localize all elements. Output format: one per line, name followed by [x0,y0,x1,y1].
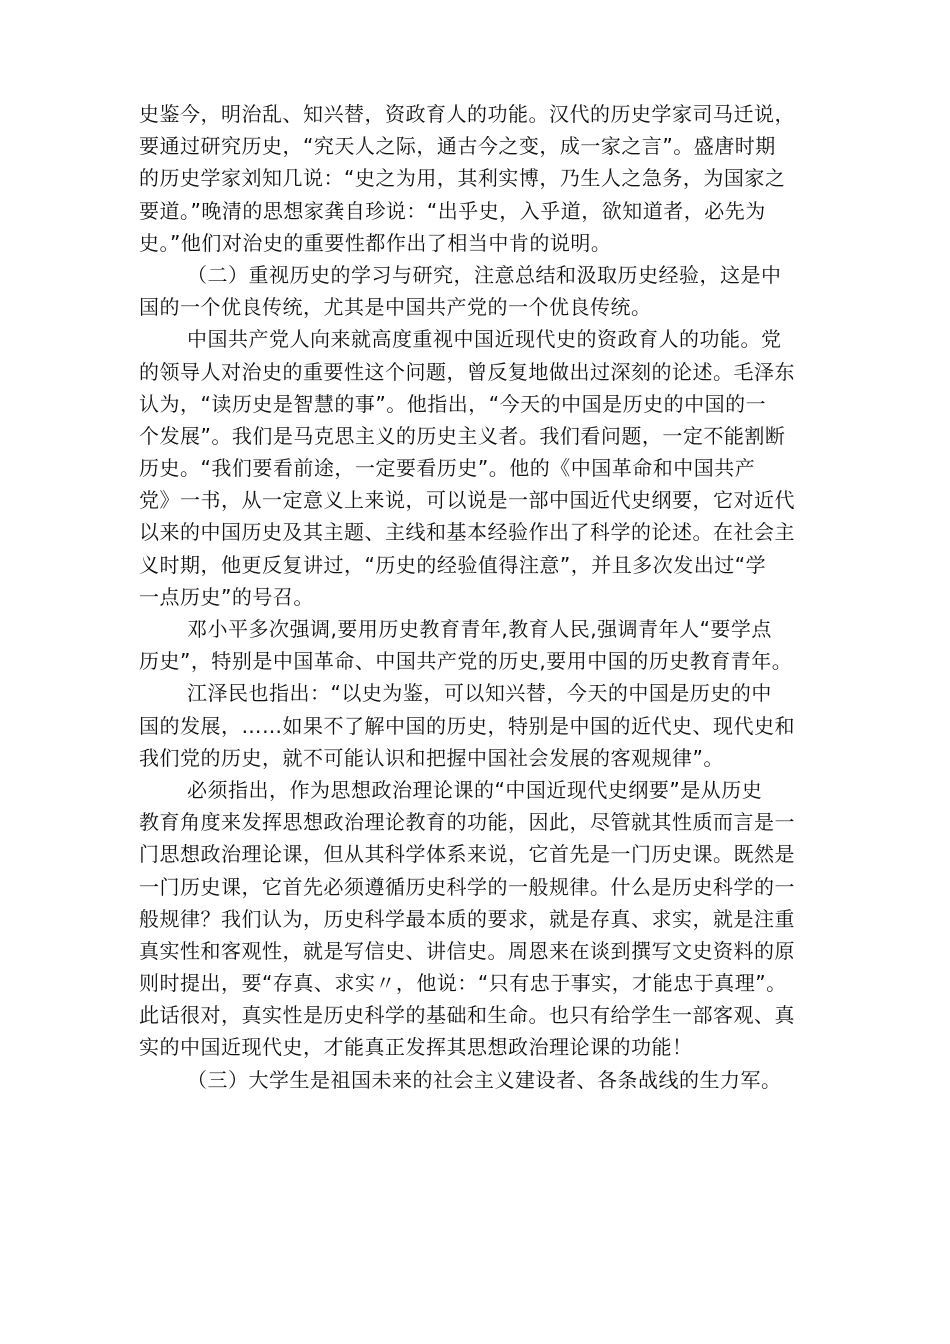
text-line: 门思想政治理论课，但从其科学体系来说，它首先是一门历史课。既然是 [139,842,795,867]
text-line: 要通过研究历史，“究天人之际，通古今之变，成一家之言”。盛唐时期 [139,134,776,159]
text-line: 邓小平多次强调,要用历史教育青年,教育人民,强调青年人“要学点 [187,617,772,641]
text-line: 要道。”晚清的思想家龚自珍说：“出乎史，入乎道，欲知道者，必先为 [139,198,766,223]
text-line: 国的一个优良传统，尤其是中国共产党的一个优良传统。 [139,295,652,320]
body-text [139,98,829,1096]
text-line: 江泽民也指出：“以史为鉴，可以知兴替，今天的中国是历史的中 [187,681,772,706]
text-line: 认为，“读历史是智慧的事”。他指出，“今天的中国是历史的中国的一 [139,391,767,416]
text-line: 则时提出，要“存真、求实〃，他说：“只有忠于事实，才能忠于真理”。 [139,971,787,996]
text-line: 般规律？我们认为，历史科学最本质的要求，就是存真、求实，就是注重 [139,906,795,931]
text-line: 历史”，特别是中国革命、中国共产党的历史,要用中国的历史教育青年。 [139,649,793,674]
text-line: （二）重视历史的学习与研究，注意总结和汲取历史经验，这是中 [187,262,782,287]
text-line: 党》一书，从一定意义上来说，可以说是一部中国近代史纲要，它对近代 [139,488,795,513]
text-line: （三）大学生是祖国未来的社会主义建设者、各条战线的生力军。 [187,1067,782,1092]
text-line: 以来的中国历史及其主题、主线和基本经验作出了科学的论述。在社会主 [139,520,795,545]
text-line: 的历史学家刘知几说：“史之为用，其利实博，乃生人之急务，为国家之 [139,166,786,191]
text-line: 国的发展，……如果不了解中国的历史，特别是中国的近代史、现代史和 [139,713,795,738]
text-line: 我们党的历史，就不可能认识和把握中国社会发展的客观规律”。 [139,745,724,770]
text-line: 实的中国近现代史，才能真正发挥其思想政治理论课的功能！ [139,1035,693,1060]
text-line: 史鉴今，明治乱、知兴替，资政育人的功能。汉代的历史学家司马迁说， [139,102,795,126]
text-line: 历史。“我们要看前途，一定要看历史”。他的《中国革命和中国共产 [139,456,756,481]
text-line: 的领导人对治史的重要性这个问题，曾反复地做出过深刻的论述。毛泽东 [139,359,795,384]
text-line: 教育角度来发挥思想政治理论教育的功能，因此，尽管就其性质而言是一 [139,810,795,835]
text-line: 真实性和客观性，就是写信史、讲信史。周恩来在谈到撰写文史资料的原 [139,938,795,963]
text-line: 中国共产党人向来就高度重视中国近现代史的资政育人的功能。党 [187,327,782,352]
text-line: 史。”他们对治史的重要性都作出了相当中肯的说明。 [139,230,612,255]
text-line: 个发展”。我们是马克思主义的历史主义者。我们看问题，一定不能割断 [139,423,786,448]
text-line: 一点历史”的号召。 [139,584,314,609]
text-line: 一门历史课，它首先必须遵循历史科学的一般规律。什么是历史科学的一 [139,874,795,899]
text-line: 必须指出，作为思想政治理论课的“中国近现代史纲要”是从历史 [187,777,763,802]
text-line: 义时期，他更反复讲过，“历史的经验值得注意”，并且多次发出过“学 [139,552,767,577]
text-line: 此话很对，真实性是历史科学的基础和生命。也只有给学生一部客观、真 [139,1003,795,1028]
